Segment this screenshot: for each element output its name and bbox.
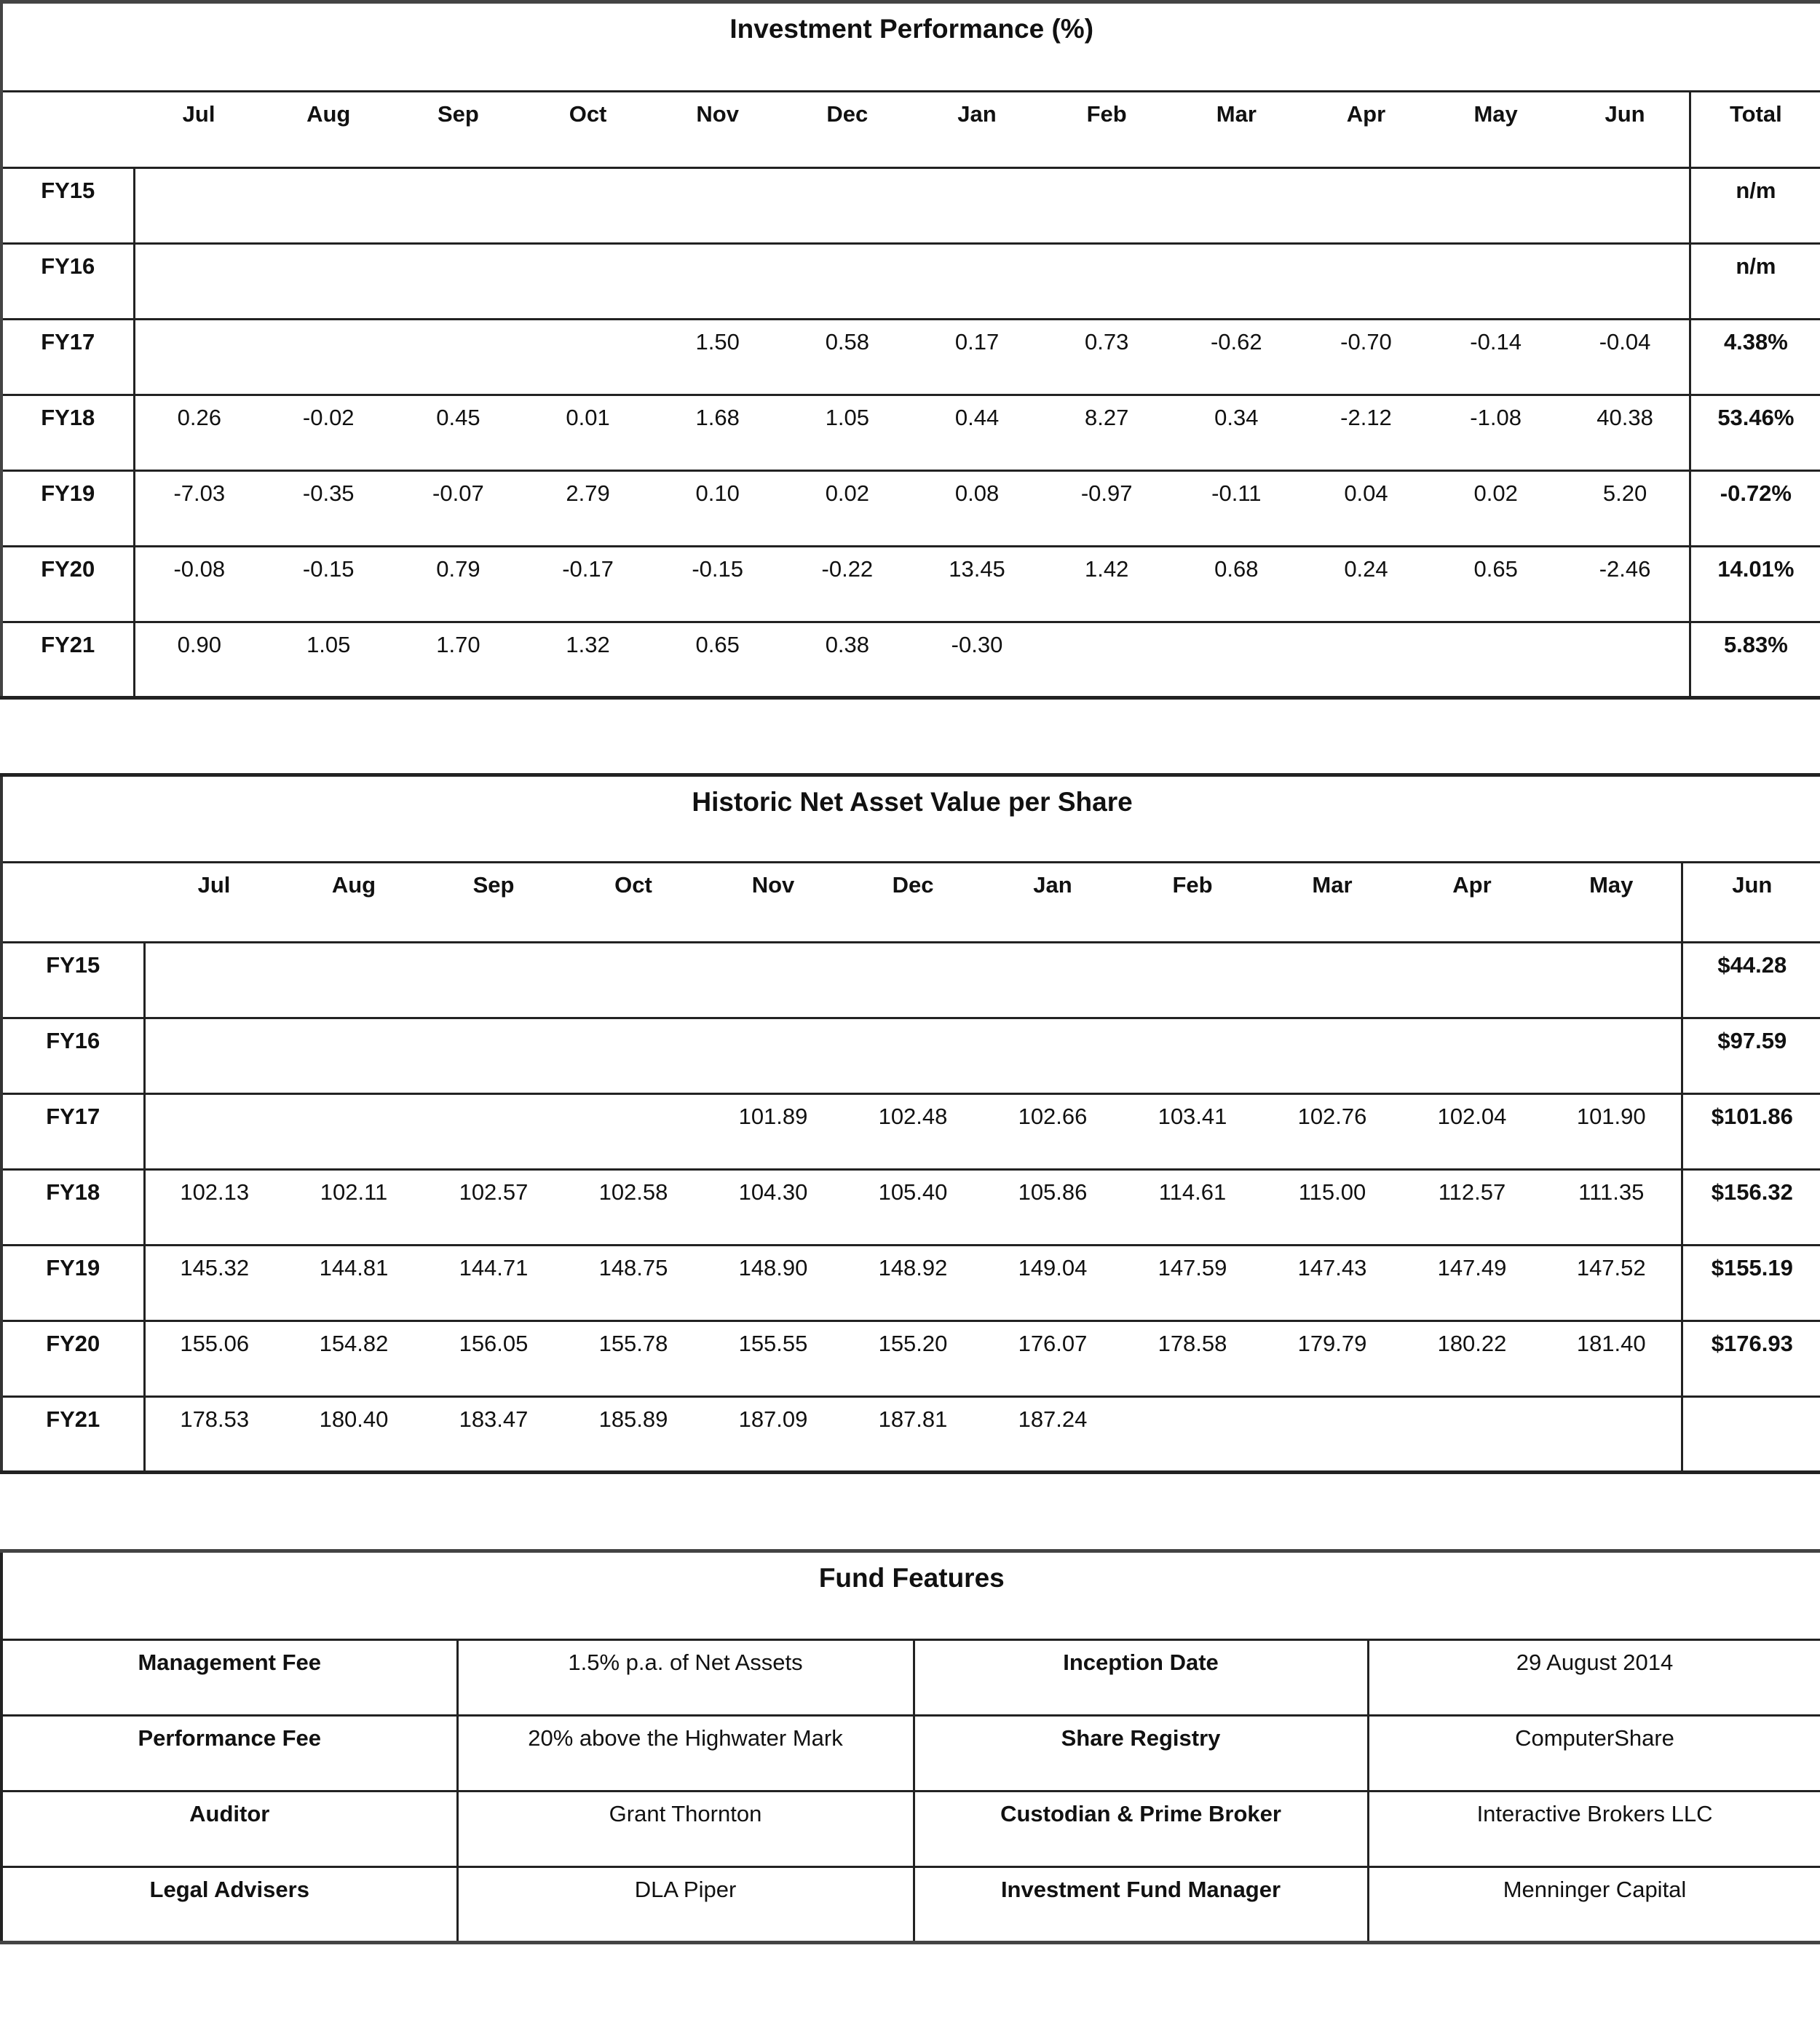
column-header: Sep	[437, 101, 479, 127]
column-header: May	[1589, 872, 1634, 898]
table-row	[1, 1246, 1820, 1321]
value-cell: 0.26	[177, 405, 221, 430]
total-cell: 53.46%	[1690, 395, 1820, 471]
value-cell: 102.66	[1018, 1104, 1088, 1129]
value-cell	[1262, 1018, 1402, 1094]
value-cell: -0.70	[1340, 329, 1392, 355]
value-cell	[1042, 244, 1171, 320]
row-label: FY20	[1, 1321, 144, 1397]
value-cell: 155.78	[598, 1331, 668, 1356]
value-cell: 147.49	[1437, 1255, 1507, 1280]
value-cell: 1.50	[695, 329, 740, 355]
table-row	[1, 1170, 1820, 1246]
value-cell	[983, 943, 1123, 1018]
column-header: Jan	[1033, 872, 1072, 898]
value-cell	[144, 1094, 284, 1170]
value-cell: 105.86	[1018, 1179, 1088, 1205]
feature-row	[1, 1792, 1820, 1867]
value-cell	[653, 168, 783, 244]
value-cell	[783, 168, 912, 244]
column-header: Dec	[892, 872, 934, 898]
feature-value: Grant Thornton	[457, 1792, 914, 1867]
total-cell: 5.83%	[1690, 622, 1820, 698]
historic-nav-table	[0, 773, 1820, 1474]
value-cell: 185.89	[598, 1406, 668, 1432]
feature-value: 1.5% p.a. of Net Assets	[457, 1640, 914, 1716]
table-row	[1, 168, 1820, 244]
value-cell	[284, 943, 424, 1018]
value-cell: -0.08	[173, 556, 226, 582]
column-header: Feb	[1086, 101, 1127, 127]
value-cell: 1.68	[695, 405, 740, 430]
row-label: FY21	[1, 1397, 144, 1473]
value-cell: 180.22	[1437, 1331, 1507, 1356]
value-cell: 102.57	[459, 1179, 529, 1205]
value-cell: 101.89	[738, 1104, 808, 1129]
value-cell	[393, 168, 523, 244]
table-title: Historic Net Asset Value per Share	[692, 787, 1133, 817]
row-label: FY18	[1, 1170, 144, 1246]
value-cell	[1431, 622, 1561, 698]
value-cell: 144.71	[459, 1255, 529, 1280]
value-cell: 102.48	[878, 1104, 948, 1129]
value-cell	[1262, 1397, 1402, 1473]
row-label: FY16	[1, 244, 134, 320]
column-header-last: Jun	[1682, 863, 1820, 943]
value-cell: 0.02	[1473, 480, 1518, 506]
value-cell: 144.81	[319, 1255, 389, 1280]
value-cell	[523, 244, 652, 320]
value-cell: -0.62	[1210, 329, 1262, 355]
total-cell: 4.38%	[1690, 320, 1820, 395]
table-title-row	[1, 2, 1820, 92]
value-cell: 115.00	[1298, 1179, 1366, 1205]
value-cell: 101.90	[1576, 1104, 1646, 1129]
value-cell	[1123, 943, 1262, 1018]
value-cell: 0.44	[954, 405, 1000, 430]
value-cell: 104.30	[738, 1179, 808, 1205]
value-cell: 0.73	[1085, 329, 1129, 355]
value-cell: 0.01	[566, 405, 610, 430]
value-cell	[523, 320, 652, 395]
column-header: Nov	[751, 872, 795, 898]
value-cell: 102.76	[1297, 1104, 1367, 1129]
total-cell: n/m	[1690, 168, 1820, 244]
value-cell: 0.65	[1473, 556, 1518, 582]
feature-value: Menninger Capital	[1503, 1877, 1687, 1902]
value-cell: 155.55	[738, 1331, 808, 1356]
value-cell	[144, 1018, 284, 1094]
value-cell	[393, 244, 523, 320]
feature-value: 20% above the Highwater Mark	[457, 1716, 914, 1792]
value-cell: -0.22	[821, 556, 874, 582]
value-cell	[424, 943, 563, 1018]
value-cell: 179.79	[1297, 1331, 1367, 1356]
feature-row	[1, 1640, 1820, 1716]
value-cell	[783, 244, 912, 320]
value-cell	[144, 943, 284, 1018]
value-cell	[1561, 168, 1690, 244]
value-cell	[1042, 168, 1171, 244]
value-cell	[1561, 622, 1690, 698]
value-cell: 1.05	[825, 405, 870, 430]
value-cell: -0.97	[1080, 480, 1133, 506]
value-cell: 112.57	[1438, 1179, 1506, 1205]
value-cell: -0.15	[692, 556, 744, 582]
value-cell: 102.04	[1437, 1104, 1507, 1129]
total-cell: 14.01%	[1690, 547, 1820, 622]
value-cell	[1171, 168, 1301, 244]
column-header: May	[1473, 101, 1518, 127]
value-cell	[843, 943, 983, 1018]
column-header: Mar	[1312, 872, 1353, 898]
value-cell: 1.42	[1085, 556, 1129, 582]
value-cell	[912, 244, 1042, 320]
value-cell: 187.81	[878, 1406, 948, 1432]
value-cell: 102.11	[320, 1179, 388, 1205]
feature-label: Auditor	[1, 1792, 457, 1867]
value-cell	[264, 320, 393, 395]
value-cell	[1042, 622, 1171, 698]
value-cell: 1.70	[436, 632, 480, 657]
value-cell	[424, 1094, 563, 1170]
value-cell: 147.52	[1576, 1255, 1646, 1280]
value-cell	[1171, 244, 1301, 320]
value-cell: 0.58	[825, 329, 870, 355]
value-cell	[563, 1094, 703, 1170]
value-cell	[1301, 168, 1431, 244]
value-cell: 102.13	[180, 1179, 250, 1205]
table-row	[1, 395, 1820, 471]
row-label: FY17	[1, 320, 134, 395]
value-cell	[134, 244, 264, 320]
value-cell	[703, 943, 843, 1018]
feature-value: 29 August 2014	[1516, 1650, 1674, 1675]
value-cell	[264, 244, 393, 320]
value-cell: 102.58	[598, 1179, 668, 1205]
value-cell	[284, 1094, 424, 1170]
total-cell: $101.86	[1682, 1094, 1820, 1170]
column-header: Apr	[1346, 101, 1386, 127]
value-cell	[843, 1018, 983, 1094]
value-cell: 155.20	[878, 1331, 948, 1356]
value-cell	[264, 168, 393, 244]
value-cell: -0.04	[1599, 329, 1651, 355]
total-cell: -0.72%	[1690, 471, 1820, 547]
value-cell: -0.02	[302, 405, 355, 430]
value-cell	[1123, 1018, 1262, 1094]
feature-value: DLA Piper	[457, 1867, 914, 1943]
row-label: FY19	[1, 471, 134, 547]
value-cell: 114.61	[1158, 1179, 1227, 1205]
value-cell: 147.59	[1158, 1255, 1227, 1280]
value-cell: 181.40	[1576, 1331, 1646, 1356]
value-cell: 1.32	[566, 632, 610, 657]
table-row	[1, 244, 1820, 320]
value-cell	[912, 168, 1042, 244]
feature-label: Investment Fund Manager	[914, 1867, 1368, 1943]
table-row	[1, 471, 1820, 547]
value-cell: -0.14	[1470, 329, 1522, 355]
value-cell	[134, 168, 264, 244]
feature-value: ComputerShare	[1515, 1725, 1674, 1751]
value-cell: 0.68	[1214, 556, 1259, 582]
feature-label: Performance Fee	[1, 1716, 457, 1792]
row-label: FY16	[1, 1018, 144, 1094]
value-cell	[563, 943, 703, 1018]
value-cell	[1402, 943, 1542, 1018]
value-cell: 187.24	[1018, 1406, 1088, 1432]
value-cell	[1171, 622, 1301, 698]
value-cell: 2.79	[566, 480, 610, 506]
feature-label: Legal Advisers	[1, 1867, 457, 1943]
column-header: Jan	[957, 101, 997, 127]
value-cell	[393, 320, 523, 395]
table-row	[1, 547, 1820, 622]
investment-performance-table	[0, 0, 1820, 700]
header-row	[1, 863, 1820, 943]
value-cell: 178.58	[1158, 1331, 1227, 1356]
value-cell	[1542, 943, 1682, 1018]
value-cell	[1431, 244, 1561, 320]
column-header: Dec	[826, 101, 869, 127]
value-cell	[284, 1018, 424, 1094]
value-cell: 0.45	[436, 405, 480, 430]
column-header: Aug	[331, 872, 376, 898]
table-title-row	[1, 1551, 1820, 1640]
value-cell: 183.47	[459, 1406, 529, 1432]
value-cell: 0.08	[954, 480, 1000, 506]
value-cell	[1301, 244, 1431, 320]
value-cell: 103.41	[1158, 1104, 1227, 1129]
row-label: FY15	[1, 943, 144, 1018]
value-cell: -1.08	[1470, 405, 1522, 430]
value-cell: -2.12	[1340, 405, 1392, 430]
value-cell: 1.05	[306, 632, 351, 657]
total-cell: $44.28	[1682, 943, 1820, 1018]
column-header: Oct	[614, 872, 652, 898]
value-cell: 145.32	[180, 1255, 250, 1280]
value-cell	[653, 244, 783, 320]
column-header: Nov	[696, 101, 739, 127]
value-cell: 111.35	[1578, 1179, 1645, 1205]
value-cell: 0.17	[954, 329, 1000, 355]
value-cell: -0.35	[302, 480, 355, 506]
total-cell	[1682, 1397, 1820, 1473]
table-row	[1, 1018, 1820, 1094]
value-cell: 149.04	[1018, 1255, 1088, 1280]
column-header: Mar	[1216, 101, 1257, 127]
feature-row	[1, 1716, 1820, 1792]
feature-row	[1, 1867, 1820, 1943]
value-cell: 148.92	[878, 1255, 948, 1280]
value-cell: 148.75	[598, 1255, 668, 1280]
value-cell	[523, 168, 652, 244]
value-cell: 147.43	[1297, 1255, 1367, 1280]
value-cell: 105.40	[878, 1179, 948, 1205]
value-cell	[1561, 244, 1690, 320]
value-cell	[563, 1018, 703, 1094]
column-header: Sep	[472, 872, 515, 898]
total-cell: $176.93	[1682, 1321, 1820, 1397]
total-cell: $97.59	[1682, 1018, 1820, 1094]
column-header: Jul	[182, 101, 215, 127]
value-cell: 148.90	[738, 1255, 808, 1280]
value-cell: -7.03	[173, 480, 226, 506]
value-cell: 178.53	[180, 1406, 250, 1432]
feature-label: Management Fee	[1, 1640, 457, 1716]
column-header: Jul	[197, 872, 231, 898]
total-cell: $155.19	[1682, 1246, 1820, 1321]
value-cell: -0.11	[1211, 480, 1262, 506]
table-row	[1, 943, 1820, 1018]
value-cell	[134, 320, 264, 395]
table-title: Investment Performance (%)	[729, 14, 1094, 44]
corner-cell	[1, 863, 144, 943]
value-cell: -0.07	[432, 480, 484, 506]
value-cell	[983, 1018, 1123, 1094]
header-row	[1, 92, 1820, 168]
table-row	[1, 1397, 1820, 1473]
value-cell: 13.45	[949, 556, 1005, 582]
row-label: FY17	[1, 1094, 144, 1170]
row-label: FY20	[1, 547, 134, 622]
corner-cell	[1, 92, 134, 168]
value-cell: 0.02	[825, 480, 870, 506]
value-cell: 40.38	[1597, 405, 1653, 430]
value-cell: 0.24	[1344, 556, 1388, 582]
value-cell	[1402, 1018, 1542, 1094]
table-row	[1, 1094, 1820, 1170]
value-cell: 0.10	[695, 480, 740, 506]
row-label: FY15	[1, 168, 134, 244]
value-cell: 154.82	[319, 1331, 389, 1356]
value-cell: 176.07	[1018, 1331, 1088, 1356]
value-cell: 156.05	[459, 1331, 529, 1356]
value-cell	[1402, 1397, 1542, 1473]
value-cell: 155.06	[180, 1331, 250, 1356]
value-cell	[1123, 1397, 1262, 1473]
column-header: Aug	[306, 101, 351, 127]
table-title: Fund Features	[818, 1563, 1005, 1593]
table-row	[1, 320, 1820, 395]
fund-features-table	[0, 1549, 1820, 1944]
column-header: Feb	[1172, 872, 1213, 898]
table-title-row	[1, 775, 1820, 863]
table-row	[1, 622, 1820, 698]
column-header: Oct	[569, 101, 607, 127]
value-cell	[1301, 622, 1431, 698]
value-cell: 0.65	[695, 632, 740, 657]
table-row	[1, 1321, 1820, 1397]
value-cell: 0.79	[436, 556, 480, 582]
value-cell: 180.40	[319, 1406, 389, 1432]
value-cell	[424, 1018, 563, 1094]
value-cell: 0.04	[1344, 480, 1388, 506]
value-cell: 187.09	[738, 1406, 808, 1432]
total-cell: n/m	[1690, 244, 1820, 320]
value-cell	[1542, 1397, 1682, 1473]
value-cell: -2.46	[1599, 556, 1651, 582]
row-label: FY18	[1, 395, 134, 471]
row-label: FY21	[1, 622, 134, 698]
column-header-last: Total	[1690, 92, 1820, 168]
value-cell	[1431, 168, 1561, 244]
feature-label: Inception Date	[914, 1640, 1368, 1716]
value-cell	[1262, 943, 1402, 1018]
feature-label: Custodian & Prime Broker	[914, 1792, 1368, 1867]
value-cell: -0.30	[951, 632, 1003, 657]
feature-label: Share Registry	[914, 1716, 1368, 1792]
feature-value: Interactive Brokers LLC	[1476, 1801, 1713, 1826]
value-cell: 8.27	[1085, 405, 1129, 430]
row-label: FY19	[1, 1246, 144, 1321]
value-cell	[703, 1018, 843, 1094]
value-cell: -0.17	[562, 556, 614, 582]
column-header: Apr	[1452, 872, 1492, 898]
value-cell: -0.15	[302, 556, 355, 582]
value-cell: 5.20	[1602, 480, 1647, 506]
value-cell: 0.90	[177, 632, 221, 657]
total-cell: $156.32	[1682, 1170, 1820, 1246]
value-cell: 0.34	[1214, 405, 1259, 430]
value-cell	[1542, 1018, 1682, 1094]
column-header: Jun	[1605, 101, 1645, 127]
value-cell: 0.38	[825, 632, 870, 657]
